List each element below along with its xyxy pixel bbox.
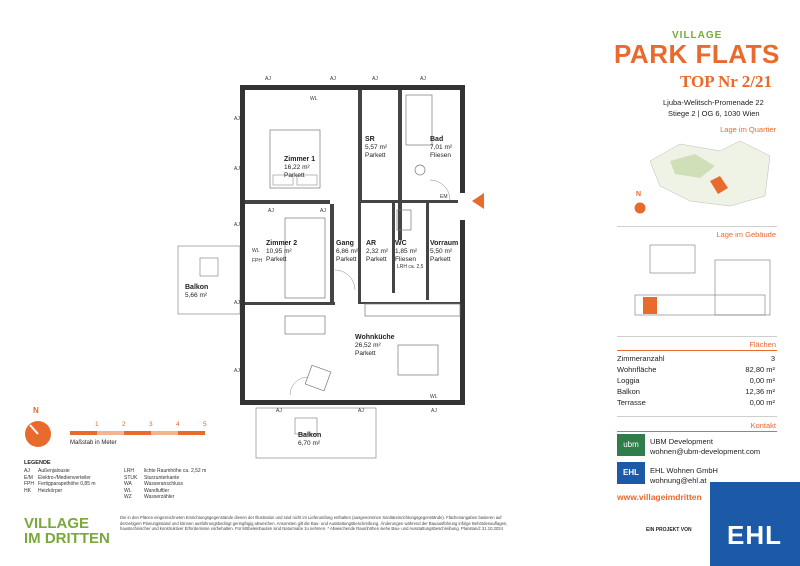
- address-line1: Ljuba-Welitsch-Promenade 22: [663, 98, 764, 107]
- room-name: Gang: [336, 240, 354, 247]
- brand-village: VILLAGE: [672, 30, 723, 41]
- legend-left: [24, 468, 119, 494]
- scale-tick: 4: [176, 421, 180, 428]
- website-link[interactable]: www.villageimdritten: [617, 492, 702, 502]
- room-sr: [365, 136, 387, 160]
- aj-marker: AJ: [320, 208, 326, 214]
- room-wohnkueche: [355, 334, 395, 358]
- room-area: 5,50 m²: [430, 248, 453, 255]
- footer-logo-top: VILLAGE: [24, 515, 90, 532]
- lrh-marker: LRH ca. 2,5: [397, 264, 424, 270]
- room-floor: Parkett: [266, 256, 287, 263]
- scale-tick: 5: [203, 421, 207, 428]
- room-area: 6,86 m²: [336, 248, 359, 255]
- divider: [617, 431, 777, 432]
- scale-label: Maßstab in Meter: [70, 440, 117, 446]
- fph-marker: FPH: [252, 258, 262, 264]
- room-area: 26,52 m²: [355, 342, 381, 349]
- room-area: 10,95 m²: [266, 248, 292, 255]
- door-swing: [290, 377, 308, 395]
- room-wc: [395, 240, 417, 264]
- room-zimmer1: [284, 156, 315, 180]
- section-flaechen: Flächen: [749, 340, 776, 349]
- inner-walls: [245, 90, 460, 305]
- project-by-label: EIN PROJEKT VON: [646, 527, 692, 533]
- legend-item: WZ Wasserzähler: [124, 494, 175, 500]
- legend-item: E/M Elektro-/Medienverteiler: [24, 474, 91, 481]
- room-floor: Fliesen: [395, 256, 416, 263]
- area-row: Balkon 12,36 m²: [617, 387, 775, 396]
- contact-ubm-name: UBM Development: [650, 437, 713, 446]
- floor-plan: [170, 70, 490, 460]
- divider: [617, 350, 777, 351]
- legend-title: LEGENDE: [24, 460, 51, 466]
- area-row: Loggia 0,00 m²: [617, 376, 775, 385]
- aj-marker: AJ: [358, 408, 364, 414]
- room-floor: Parkett: [284, 172, 305, 179]
- aj-marker: AJ: [234, 300, 240, 306]
- scale-bar: [70, 430, 220, 438]
- ubm-logo: ubm: [617, 434, 645, 456]
- aj-marker: AJ: [268, 208, 274, 214]
- section-gebaeude: Lage im Gebäude: [716, 230, 776, 239]
- quartier-compass-icon: [634, 202, 646, 214]
- apartment-title: TOP Nr 2/21: [680, 72, 772, 91]
- aj-marker: AJ: [420, 76, 426, 82]
- room-ar: [366, 240, 388, 264]
- wl-marker: WL: [310, 96, 318, 102]
- divider: [617, 226, 777, 227]
- quartier-map: [640, 136, 780, 212]
- legend-item: HK Heizkörper: [24, 487, 63, 494]
- legend-item: WL Wandluftler: [124, 487, 170, 494]
- divider: [617, 416, 777, 417]
- legend-item: STUK Sturzunterkante: [124, 474, 180, 481]
- quartier-north-label: N: [636, 191, 642, 198]
- room-floor: Parkett: [366, 256, 387, 263]
- legend-right: [124, 468, 234, 501]
- wl-marker: WL: [430, 394, 438, 400]
- ehl-small-logo: EHL: [617, 462, 645, 484]
- divider: [617, 336, 777, 337]
- room-area: 16,22 m²: [284, 164, 310, 171]
- room-name: Bad: [430, 136, 444, 143]
- em-marker: EM: [440, 194, 448, 200]
- room-name: Zimmer 2: [266, 240, 298, 247]
- area-row: Zimmeranzahl 3: [617, 354, 775, 363]
- room-name: Zimmer 1: [284, 156, 316, 163]
- footer-logo: [24, 516, 110, 546]
- aj-marker: AJ: [431, 408, 437, 414]
- disclaimer: Die in den Plänen eingezeichneten Einrichtungsgegenstände dienen der Illustration und sind nicht im Lieferumfang enthalten (ausgenommen Sanitäreinrichtungsgegenstände). Flächenangaben basieren auf derzeitigem Planungsstand und können ausführungsbedingt geringfügig abweichen. Ansonsten gilt die Bau- und Ausstattungsbeschreibung. Änderungen während der Bauausführung infolge Behördenauflagen, haustechnischer und konstruktiver Erfordernisse vorbehalten. Für Möbeleinbauten sind Naturmaße zu nehmen. * Abweichende Raumhöhen siehe Bau- und Ausstattungsbeschreibung. Planstand: 21.10.2024: [120, 515, 508, 531]
- room-area: 1,85 m²: [395, 248, 418, 255]
- kitchen-counter: [365, 304, 460, 316]
- room-zimmer2: [266, 240, 297, 264]
- scale-tick: 2: [122, 421, 126, 428]
- room-name: AR: [366, 240, 377, 247]
- aj-marker: AJ: [234, 222, 240, 228]
- armchair: [305, 365, 331, 391]
- dining-table: [398, 345, 438, 375]
- balcony-west-outline: [178, 246, 240, 314]
- section-quartier: Lage im Quartier: [720, 125, 776, 134]
- room-name: Vorraum: [430, 240, 459, 247]
- legend-item: LRH lichte Raumhöhe ca. 2,52 m: [124, 468, 207, 474]
- room-vorraum: [430, 240, 458, 264]
- bath-sink: [415, 165, 425, 175]
- room-floor: Parkett: [430, 256, 451, 263]
- scale-tick: 3: [149, 421, 153, 428]
- address-line2: Stiege 2 | OG 6, 1030 Wien: [668, 109, 760, 118]
- contact-ubm-email[interactable]: wohnen@ubm-development.com: [650, 447, 761, 456]
- north-label: N: [33, 406, 39, 415]
- room-name: WC: [395, 240, 407, 247]
- door-swing: [335, 270, 355, 290]
- legend-item: AJ Außenjalousie: [24, 468, 70, 474]
- ehl-logo-text: EHL: [727, 520, 782, 550]
- room-area: 2,32 m²: [366, 248, 389, 255]
- area-row: Terrasse 0,00 m²: [617, 398, 775, 407]
- room-area: 6,70 m²: [298, 440, 321, 447]
- room-floor: Parkett: [365, 152, 386, 159]
- aj-marker: AJ: [234, 166, 240, 172]
- wl-marker: WL: [252, 248, 260, 254]
- aj-marker: AJ: [234, 368, 240, 374]
- footer-logo-bottom: IM DRITTEN: [24, 530, 110, 547]
- scale-tick: 1: [95, 421, 99, 428]
- room-area: 7,01 m²: [430, 144, 453, 151]
- aj-marker: AJ: [234, 116, 240, 122]
- bathtub: [406, 95, 432, 145]
- room-name: SR: [365, 136, 375, 143]
- room-name: Wohnküche: [355, 334, 395, 341]
- room-gang: [336, 240, 358, 264]
- contact-ehl-name: EHL Wohnen GmbH: [650, 466, 718, 475]
- room-floor: Parkett: [336, 256, 357, 263]
- room-area: 5,66 m²: [185, 292, 208, 299]
- section-kontakt: Kontakt: [750, 421, 776, 430]
- building-map: [625, 240, 780, 325]
- room-floor: Fliesen: [430, 152, 451, 159]
- area-row: Wohnfläche 82,80 m²: [617, 365, 775, 374]
- balcony-west-table: [200, 258, 218, 276]
- room-bad: [430, 136, 452, 160]
- room-balkon-south: [298, 432, 321, 448]
- brand-park-flats: PARK FLATS: [614, 39, 780, 69]
- aj-marker: AJ: [372, 76, 378, 82]
- compass-icon: [24, 420, 52, 448]
- sofa: [285, 316, 325, 334]
- room-floor: Parkett: [355, 350, 376, 357]
- room-balkon-west: [185, 284, 208, 300]
- room-area: 5,57 m²: [365, 144, 388, 151]
- legend-item: WA Wasseranschluss: [124, 481, 183, 487]
- legend-item: FPH Fertigparapethöhe 0,85 m: [24, 481, 96, 487]
- aj-marker: AJ: [276, 408, 282, 414]
- entrance-arrow-icon: [472, 193, 486, 209]
- room-name: Balkon: [185, 284, 209, 291]
- room-name: Balkon: [298, 432, 322, 439]
- contact-ehl-email[interactable]: wohnung@ehl.at: [650, 476, 707, 485]
- aj-marker: AJ: [265, 76, 271, 82]
- aj-marker: AJ: [330, 76, 336, 82]
